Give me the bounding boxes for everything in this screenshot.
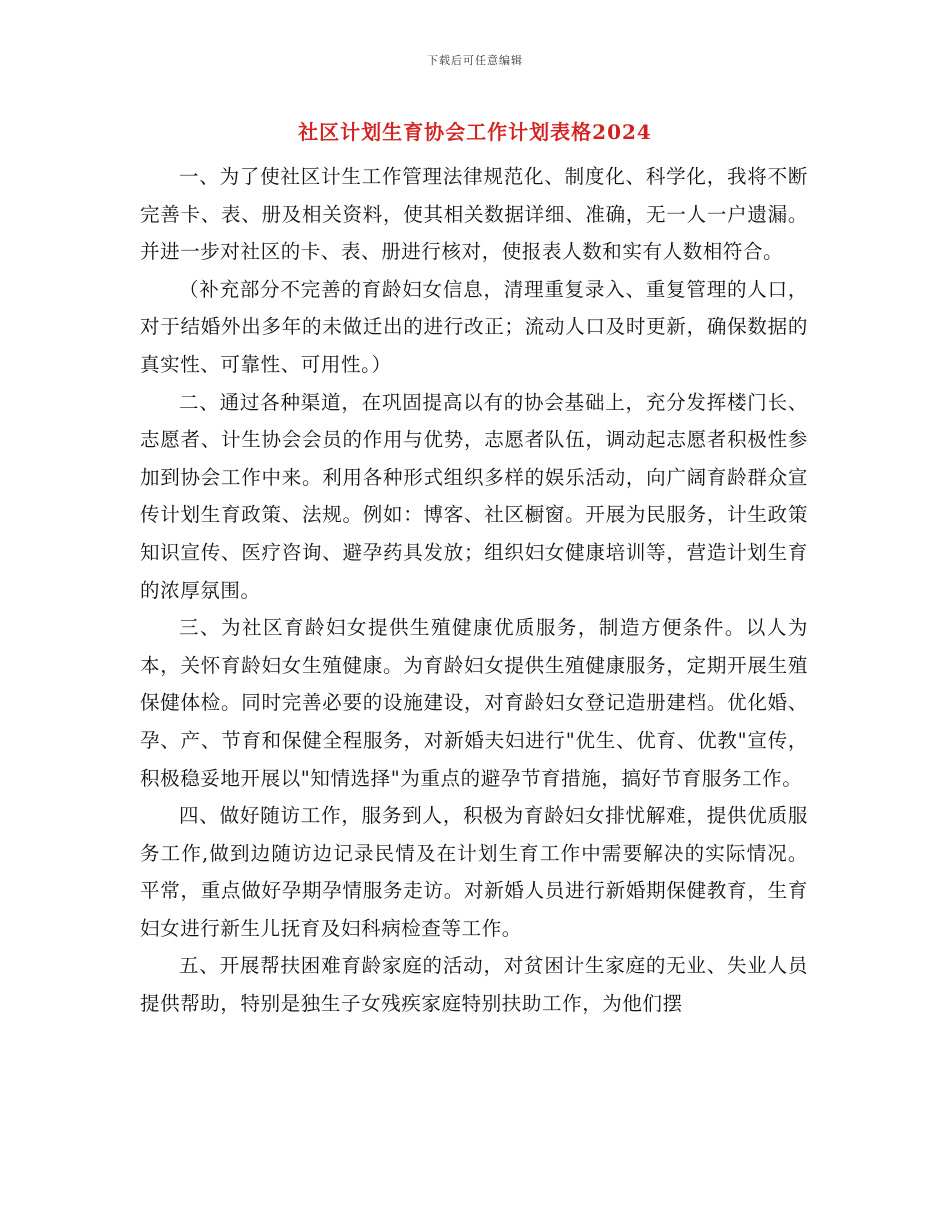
- header-note: 下载后可任意编辑: [427, 54, 523, 67]
- document-title: 社区计划生育协会工作计划表格2024: [298, 120, 652, 144]
- paragraph-3: 二、通过各种渠道，在巩固提高以有的协会基础上，充分发挥楼门长、志愿者、计生协会会员的作用与优势，志愿者队伍，调动起志愿者积极性参加到协会工作中来。利用各种形式组织多样的娱乐活动，向广阔育龄群众宣传计划生育政策、法规。例如：博客、社区橱窗。开展为民服务，计生政策知识宣传、医疗咨询、避孕药具发放；组织妇女健康培训等，营造计划生育的浓厚氛围。: [140, 390, 808, 602]
- paragraph-1: 一、为了使社区计生工作管理法律规范化、制度化、科学化，我将不断完善卡、表、册及相关资料，使其相关数据详细、准确，无一人一户遗漏。并进一步对社区的卡、表、册进行核对，使报表人数和实有人数相符合。: [140, 165, 808, 264]
- paragraph-2: （补充部分不完善的育龄妇女信息，清理重复录入、重复管理的人口，对于结婚外出多年的未做迁出的进行改正；流动人口及时更新，确保数据的真实性、可靠性、可用性。）: [140, 277, 808, 376]
- paragraph-4: 三、为社区育龄妇女提供生殖健康优质服务，制造方便条件。以人为本，关怀育龄妇女生殖健康。为育龄妇女提供生殖健康服务，定期开展生殖保健体检。同时完善必要的设施建设，对育龄妇女登记造册建档。优化婚、孕、产、节育和保健全程服务，对新婚夫妇进行"优生、优育、优教"宣传，积极稳妥地开展以"知情选择"为重点的避孕节育措施，搞好节育服务工作。: [140, 616, 808, 790]
- paragraph-6: 五、开展帮扶困难育龄家庭的活动，对贫困计生家庭的无业、失业人员提供帮助，特别是独生子女残疾家庭特别扶助工作，为他们摆: [140, 954, 808, 1016]
- document-body: [140, 158, 808, 1023]
- paragraph-5: 四、做好随访工作，服务到人，积极为育龄妇女排忧解难，提供优质服务工作,做到边随访边记录民情及在计划生育工作中需要解决的实际情况。平常，重点做好孕期孕情服务走访。对新婚人员进行新婚期保健教育，生育妇女进行新生儿抚育及妇科病检查等工作。: [140, 804, 808, 940]
